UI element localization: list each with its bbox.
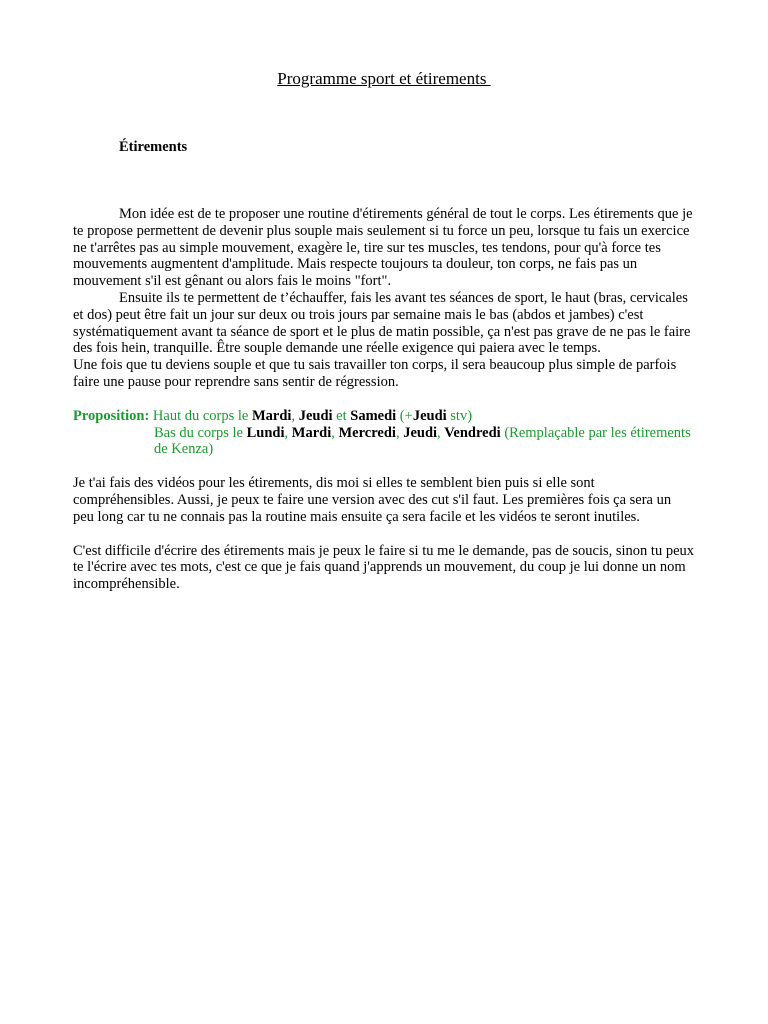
- lower-day-2: Mardi: [291, 424, 332, 441]
- proposition-lower-line: [73, 425, 695, 459]
- paragraph-intro: Mon idée est de te proposer une routine d'étirements général de tout le corps. Les étirements que je te propose permettent de devenir plus souple mais seulement si tu force un peu, lorsque tu fais un exercice ne t'arrêtes pas au simple mouvement, exagère le, tire sur tes muscles, tes tendons, pour qu'à force tes mouvements augmentent d'amplitude. Mais respecte toujours ta douleur, ton corps, ne fais pas un mouvement s'il est gênant ou alors fais le moins "fort".: [73, 206, 693, 290]
- proposition-upper-line: [73, 408, 695, 425]
- separator: ,: [437, 424, 445, 441]
- lower-day-1: Lundi: [246, 424, 285, 441]
- section-heading: Étirements: [119, 139, 188, 155]
- upper-prefix: Haut du corps le: [149, 407, 252, 424]
- lower-prefix: Bas du corps le: [154, 424, 247, 441]
- document-body: [73, 206, 695, 593]
- upper-day-2: Jeudi: [298, 407, 333, 424]
- separator: ,: [331, 424, 339, 441]
- upper-extra-day: Jeudi: [412, 407, 447, 424]
- lower-day-5: Vendredi: [444, 424, 501, 441]
- separator: ,: [395, 424, 404, 441]
- document-title: Programme sport et étirements: [277, 69, 491, 88]
- lower-note: (Remplaçable par les étirements de Kenza): [154, 424, 691, 458]
- separator: ,: [291, 407, 299, 424]
- upper-extra-close: stv): [446, 407, 473, 424]
- paragraph-warmup: Ensuite ils te permettent de t’échauffer, fais les avant tes séances de sport, le haut (bras, cervicales et dos) peut être fait un jour sur deux ou trois jours par semaine mais le bas (abdos et jambes) c'est systématiquement avant ta séance de sport et le plus de matin possible, ça n'est pas grave de ne pas le faire des fois hein, tranquille. Être souple demande une réelle exigence qui paiera avec le temps.: [73, 289, 691, 357]
- paragraph-flexibility: Une fois que tu deviens souple et que tu sais travailler ton corps, il sera beaucoup plus simple de parfois faire une pause pour reprendre sans sentir de régression.: [73, 357, 677, 390]
- upper-day-3: Samedi: [350, 407, 397, 424]
- lower-day-3: Mercredi: [338, 424, 396, 441]
- upper-extra-open: (+: [396, 407, 413, 424]
- paragraph-writing: C'est difficile d'écrire des étirements mais je peux le faire si tu me le demande, pas de soucis, sinon tu peux te l'écrire avec tes mots, c'est ce que je fais quand j'apprends un mouvement, du coup je lui donne un nom incompréhensible.: [73, 542, 695, 593]
- separator: ,: [284, 424, 292, 441]
- proposition-label: Proposition:: [73, 407, 150, 424]
- upper-day-1: Mardi: [251, 407, 292, 424]
- lower-day-4: Jeudi: [403, 424, 438, 441]
- upper-and: et: [332, 407, 351, 424]
- proposition-block: [73, 408, 695, 458]
- paragraph-videos: Je t'ai fais des vidéos pour les étirements, dis moi si elles te semblent bien puis si elle sont compréhensibles. Aussi, je peux te faire une version avec des cut s'il faut. Les premières fois ça sera un peu long car tu ne connais pas la routine mais ensuite ça sera facile et les vidéos te seront inutiles.: [73, 475, 672, 525]
